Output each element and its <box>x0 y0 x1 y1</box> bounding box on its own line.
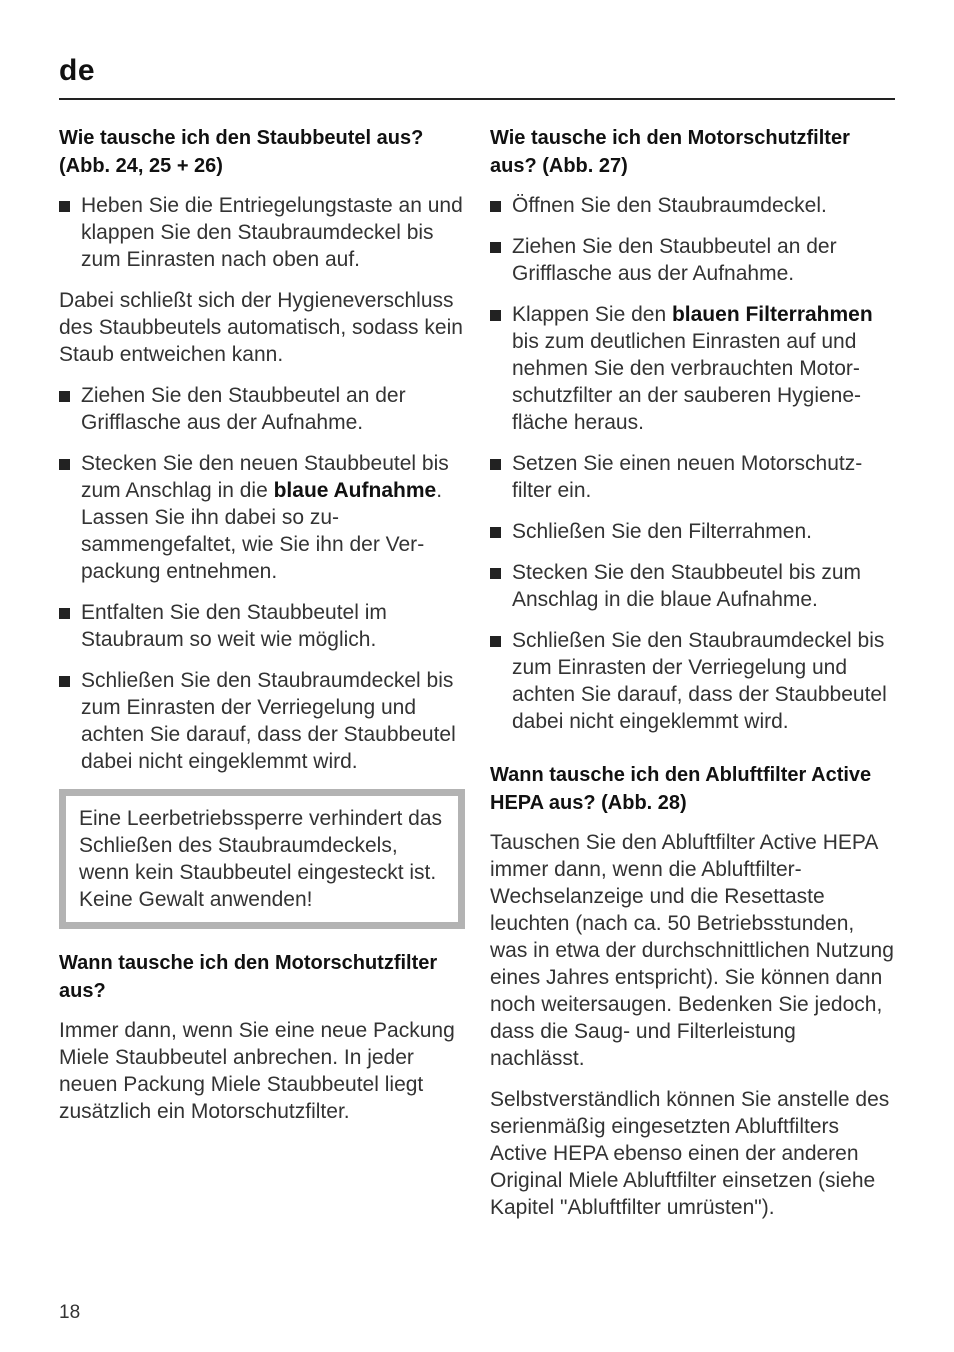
list-item: Öffnen Sie den Staubraumdeckel. <box>490 192 894 219</box>
list-item: Stecken Sie den neuen Staubbeutel bis zum Anschlag in die blaue Aufnahme. Lassen Sie ihn dabei so zusammengefaltet, wie Sie ihn der Verpackung entnehmen. <box>59 450 463 585</box>
bullet-square-icon <box>490 242 501 253</box>
bullet-square-icon <box>59 676 70 687</box>
page-number: 18 <box>59 1302 81 1323</box>
list-item: Klappen Sie den blauen Filterrahmen bis zum deutlichen Einrasten auf und nehmen Sie den verbrauchten Motorschutzfilter an der sauberen Hygienefläche heraus. <box>490 301 894 436</box>
bullet-square-icon <box>490 459 501 470</box>
bullet-square-icon <box>490 636 501 647</box>
list-item: Schließen Sie den Filterrahmen. <box>490 518 894 545</box>
paragraph: Selbstverständlich können Sie anstelle des serienmäßig eingesetzten Abluftfilters Active HEPA ebenso einen der anderen Original Miele Abluftfilter einsetzen (siehe Kapitel "Abluftfilter umrüsten"). <box>490 1088 890 1219</box>
heading-exhaust-filter: Wann tausche ich den Abluftfilter Active HEPA aus? (Abb. 28) <box>490 764 872 814</box>
bullet-square-icon <box>490 310 501 321</box>
paragraph: Tauschen Sie den Abluftfilter Active HEPA immer dann, wenn die Abluftfilter-Wechselanzeige und die Resettaste leuchten (nach ca. 50 Betriebsstunden, was in etwa der durchschnittlichen Nutzung eines Jahres entspricht). Sie können dann noch weitersaugen. Bedenken Sie jedoch, dass die Saug- und Filterleistung nachlässt. <box>490 831 894 1070</box>
bullet-square-icon <box>59 391 70 402</box>
bullet-square-icon <box>59 459 70 470</box>
heading-dustbag: Wie tausche ich den Staubbeutel aus? (Abb. 24, 25 + 26) <box>59 127 424 177</box>
bullet-square-icon <box>490 568 501 579</box>
list-item: Stecken Sie den Staubbeutel bis zum Anschlag in die blaue Aufnahme. <box>490 559 894 613</box>
list-item: Ziehen Sie den Staubbeutel an der Grifflasche aus der Aufnahme. <box>59 382 463 436</box>
warning-note-text: Eine Leerbetriebssperre verhindert das Schließen des Staubraumdeckels, wenn kein Staubbeutel eingesteckt ist. Keine Gewalt anwenden! <box>79 807 443 911</box>
heading-motor-filter-when: Wann tausche ich den Motorschutzfilter aus? <box>59 952 438 1002</box>
heading-motor-filter-how: Wie tausche ich den Motorschutzfilter aus? (Abb. 27) <box>490 127 850 177</box>
right-column <box>490 124 894 1235</box>
list-item: Heben Sie die Entriegelungstaste an und klappen Sie den Staubraumdeckel bis zum Einrasten nach oben auf. <box>59 192 463 273</box>
list-item: Schließen Sie den Staubraumdeckel bis zum Einrasten der Verriegelung und achten Sie darauf, dass der Staubbeutel dabei nicht eingeklemmt wird. <box>59 667 463 775</box>
paragraph: Dabei schließt sich der Hygieneverschluss des Staubbeutels automatisch, sodass kein Staub entweichen kann. <box>59 289 463 366</box>
warning-note-box <box>59 789 465 929</box>
list-item: Setzen Sie einen neuen Motorschutzfilter ein. <box>490 450 894 504</box>
list-item: Entfalten Sie den Staubbeutel im Staubraum so weit wie möglich. <box>59 599 463 653</box>
paragraph: Immer dann, wenn Sie eine neue Packung Miele Staubbeutel anbrechen. In jeder neuen Packung Miele Staubbeutel liegt zusätzlich ein Motorschutzfilter. <box>59 1019 455 1123</box>
bullet-square-icon <box>490 201 501 212</box>
bullet-square-icon <box>59 608 70 619</box>
bullet-square-icon <box>59 201 70 212</box>
list-item: Ziehen Sie den Staubbeutel an der Grifflasche aus der Aufnahme. <box>490 233 894 287</box>
language-tag: de <box>59 54 96 87</box>
left-column <box>59 124 463 1139</box>
bullet-square-icon <box>490 527 501 538</box>
list-item: Schließen Sie den Staubraumdeckel bis zum Einrasten der Verriegelung und achten Sie darauf, dass der Staubbeutel dabei nicht eingeklemmt wird. <box>490 627 894 735</box>
header-rule <box>59 98 895 100</box>
